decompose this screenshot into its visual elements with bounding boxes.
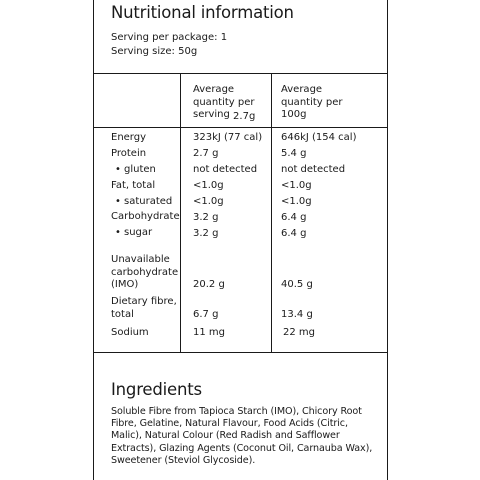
ingredients-text: Soluble Fibre from Tapioca Starch (IMO), Chicory Root Fibre, Gelatine, Natural Flavour, Food Acids (Citric, Malic), Natural Colour (Red Radish and Safflower Extracts), Glazing Agents (Coconut Oil, Carnauba Wax), Sweetener (Steviol Glycoside). (111, 406, 373, 466)
row-label: Unavailable carbohydrate (IMO) (111, 254, 179, 290)
nutrition-panel (93, 0, 388, 480)
row-serving-value: 11 mg (193, 327, 225, 338)
row-label: Fat, total (111, 180, 156, 191)
row-serving-value: 3.2 g (193, 212, 219, 223)
row-label: Carbohydrate (111, 211, 180, 222)
row-100g-value: 40.5 g (281, 279, 313, 290)
row-100g-value: 13.4 g (281, 309, 313, 320)
nutrition-title: Nutritional information (111, 3, 294, 22)
row-serving-value: 3.2 g (193, 228, 219, 239)
table-header-rule (94, 127, 387, 128)
row-label: Energy (111, 132, 147, 143)
row-label: • saturated (124, 196, 172, 208)
header-per-100g: Average quantity per 100g (281, 84, 343, 120)
table-top-rule (94, 73, 387, 74)
row-serving-value: 323kJ (77 cal) (193, 132, 263, 143)
row-serving-value: not detected (193, 164, 258, 175)
row-100g-value: 6.4 g (281, 228, 307, 239)
ingredients-title: Ingredients (111, 380, 202, 399)
row-label: • sugar (124, 227, 152, 239)
row-label: Sodium (111, 327, 149, 338)
column-divider-serving (180, 73, 181, 352)
row-100g-value: 22 mg (283, 327, 315, 338)
table-bottom-rule (94, 352, 387, 353)
row-serving-value: 6.7 g (193, 309, 219, 320)
row-label: • gluten (124, 164, 156, 176)
header-per-serving-unit: 2.7g (233, 111, 256, 122)
row-serving-value: 2.7 g (193, 148, 219, 159)
row-100g-value: 6.4 g (281, 212, 307, 223)
row-serving-value: 20.2 g (193, 279, 225, 290)
row-100g-value: <1.0g (281, 180, 312, 191)
row-label: Dietary fibre, total (111, 296, 177, 320)
row-label: Protein (111, 148, 147, 159)
row-100g-value: <1.0g (281, 196, 312, 207)
header-per-serving-label: Average quantity per serving (193, 84, 255, 120)
column-divider-100g (271, 73, 272, 352)
row-100g-value: 646kJ (154 cal) (281, 132, 357, 143)
row-serving-value: <1.0g (193, 196, 224, 207)
serving-size: Serving size: 50g (111, 46, 198, 57)
row-100g-value: not detected (281, 164, 346, 175)
row-serving-value: <1.0g (193, 180, 224, 191)
row-100g-value: 5.4 g (281, 148, 307, 159)
header-per-serving (193, 84, 263, 122)
serving-per-package: Serving per package: 1 (111, 32, 228, 43)
